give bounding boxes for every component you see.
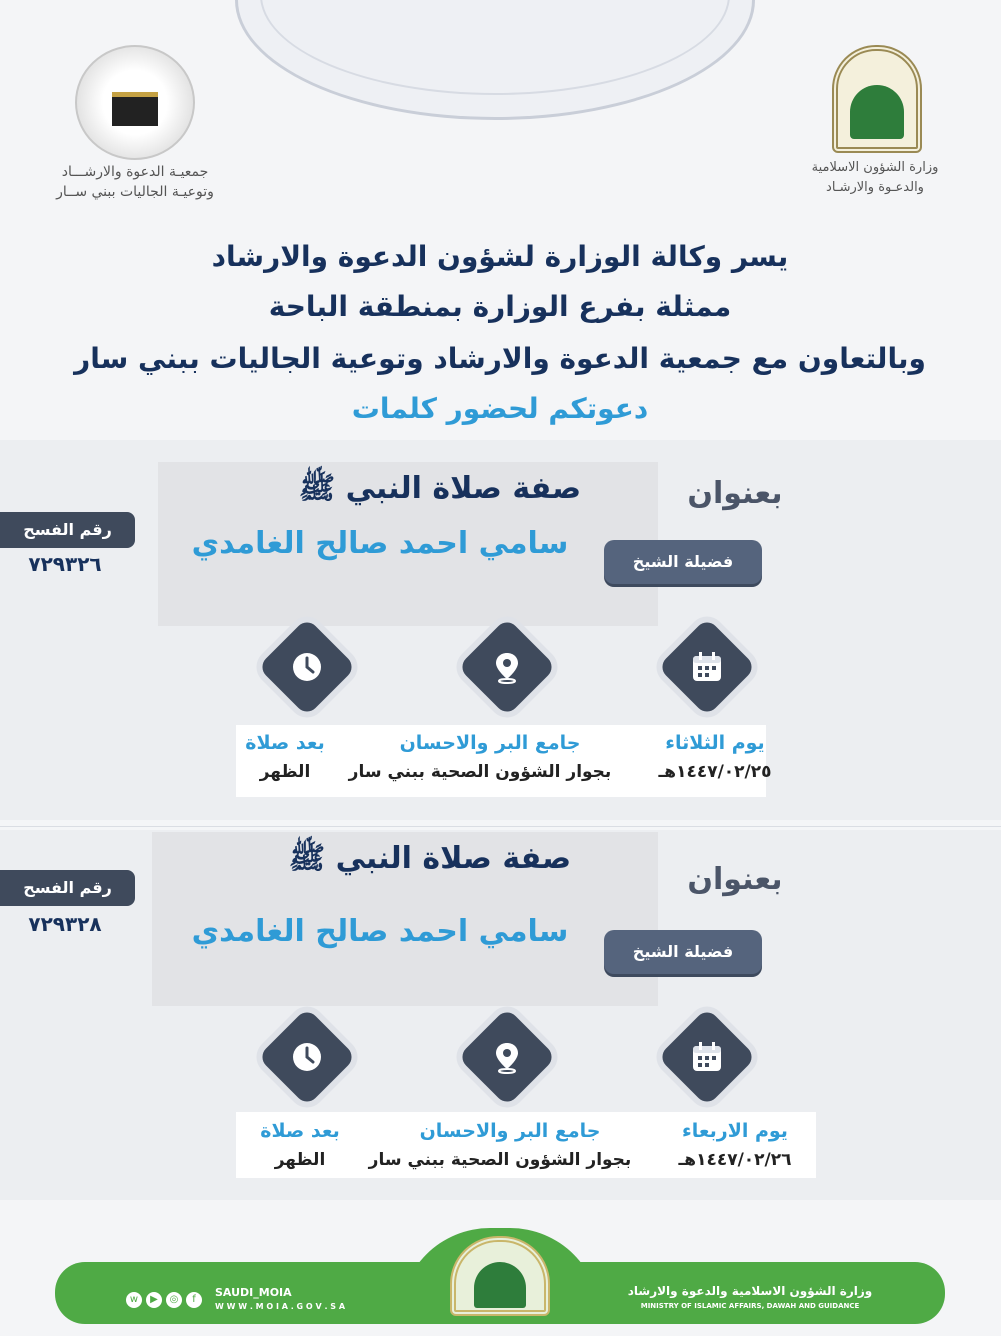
location-pin-icon bbox=[485, 645, 529, 689]
event-2-sheikh-name: سامي احمد صالح الغامدي bbox=[191, 914, 569, 949]
event-1-place-sub: بجوار الشؤون الصحية ببني سار bbox=[348, 762, 612, 782]
clock-icon bbox=[285, 645, 329, 689]
association-logo-line-1: جمعيـة الدعوة والارشـــاد bbox=[61, 164, 209, 180]
facebook-icon[interactable]: f bbox=[186, 1292, 202, 1308]
intro-line-4: دعوتكم لحضور كلمات bbox=[351, 392, 649, 425]
event-1-onwan-label: بعنوان bbox=[687, 476, 783, 511]
ministry-logo-dome bbox=[850, 85, 904, 139]
event-1-fsakh-label: رقم الفسح bbox=[0, 512, 135, 548]
event-1-title: صفة صلاة النبي ﷺ bbox=[298, 471, 582, 506]
event-1-time-sub: الظهر bbox=[259, 762, 311, 782]
event-1-sheikh-name: سامي احمد صالح الغامدي bbox=[191, 526, 569, 561]
event-1-place-title: جامع البر والاحسان bbox=[399, 732, 581, 754]
event-2-fsakh-label: رقم الفسح bbox=[0, 870, 135, 906]
event-2-date: ١٤٤٧/٠٢/٢٦هـ bbox=[678, 1150, 792, 1170]
intro-line-3: وبالتعاون مع جمعية الدعوة والارشاد وتوعية الجاليات ببني سار bbox=[74, 342, 926, 375]
event-1-fsakh-number: ٧٢٩٣٢٦ bbox=[28, 552, 102, 576]
footer-handle: SAUDI_MOIA bbox=[215, 1286, 292, 1299]
event-1-sheikh-label: فضيلة الشيخ bbox=[604, 540, 762, 584]
clock-icon bbox=[285, 1035, 329, 1079]
event-2-sheikh-label: فضيلة الشيخ bbox=[604, 930, 762, 974]
kaaba-icon bbox=[112, 92, 158, 126]
event-2-fsakh-number: ٧٢٩٣٢٨ bbox=[28, 912, 102, 936]
event-1-time-title: بعد صلاة bbox=[245, 732, 325, 754]
event-2-time-sub: الظهر bbox=[274, 1150, 326, 1170]
association-logo-line-2: وتوعيـة الجاليات ببني ســار bbox=[56, 184, 214, 200]
association-logo-text bbox=[35, 162, 235, 202]
ministry-logo-text bbox=[800, 158, 950, 198]
footer-website[interactable]: W W W . M O I A . G O V . S A bbox=[215, 1302, 346, 1311]
events-divider bbox=[0, 826, 1001, 827]
calendar-icon bbox=[685, 1035, 729, 1079]
footer-ministry-logo-dome bbox=[474, 1262, 526, 1308]
whatsapp-icon[interactable]: w bbox=[126, 1292, 142, 1308]
event-2-time-title: بعد صلاة bbox=[260, 1120, 340, 1142]
ministry-logo-line-2: والدعـوة والارشـاد bbox=[826, 180, 924, 195]
intro-line-1: يسر وكالة الوزارة لشؤون الدعوة والارشاد bbox=[211, 240, 789, 273]
event-2-onwan-label: بعنوان bbox=[687, 862, 783, 897]
youtube-icon[interactable]: ▶ bbox=[146, 1292, 162, 1308]
event-1-date: ١٤٤٧/٠٢/٢٥هـ bbox=[658, 762, 772, 782]
ministry-logo-line-1: وزارة الشؤون الاسلامية bbox=[811, 160, 939, 175]
instagram-icon[interactable]: ◎ bbox=[166, 1292, 182, 1308]
event-1-day: يوم الثلاثاء bbox=[665, 732, 765, 754]
footer-ministry-en: MINISTRY OF ISLAMIC AFFAIRS, DAWAH AND GUIDANCE bbox=[640, 1302, 860, 1310]
event-2-place-sub: بجوار الشؤون الصحية ببني سار bbox=[368, 1150, 632, 1170]
event-2-title: صفة صلاة النبي ﷺ bbox=[288, 841, 572, 876]
event-2-place-title: جامع البر والاحسان bbox=[419, 1120, 601, 1142]
intro-line-2: ممثلة بفرع الوزارة بمنطقة الباحة bbox=[268, 290, 732, 323]
footer-ministry-ar: وزارة الشؤون الاسلامية والدعوة والارشاد bbox=[627, 1284, 873, 1298]
calendar-icon bbox=[685, 645, 729, 689]
event-2-day: يوم الاربعاء bbox=[682, 1120, 788, 1142]
location-pin-icon bbox=[485, 1035, 529, 1079]
